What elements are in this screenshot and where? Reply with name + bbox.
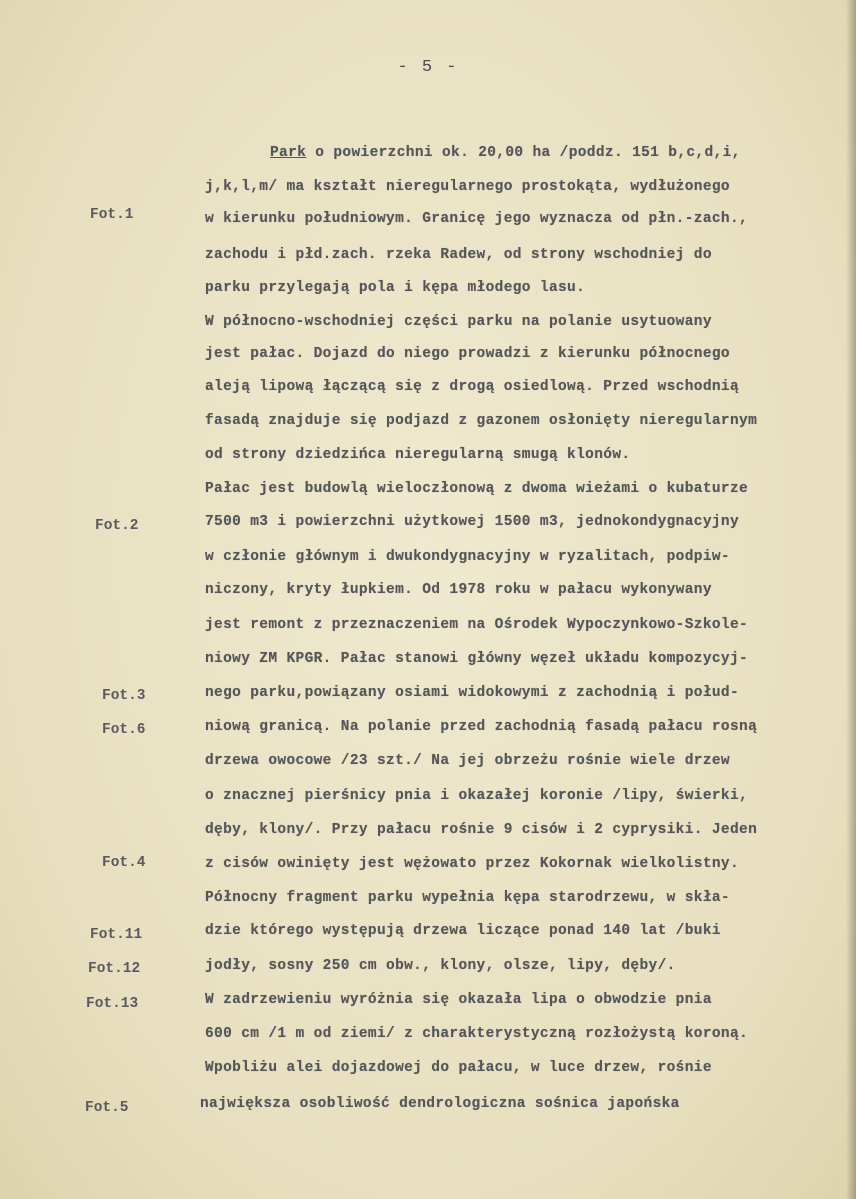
- line-text: dęby, klony/. Przy pałacu rośnie 9 cisów i 2 cyprysiki. Jeden: [205, 822, 758, 838]
- line-text: j,k,l,m/ ma kształt nieregularnego prostokąta, wydłużonego: [205, 179, 730, 195]
- text-line: [205, 786, 845, 806]
- text-line: [205, 177, 845, 197]
- photo-reference-label: Fot.1: [90, 207, 134, 223]
- line-text: największa osobliwość dendrologiczna sośnica japońska: [200, 1096, 680, 1112]
- text-line: [205, 512, 845, 532]
- text-line: [205, 1024, 845, 1044]
- text-line: [205, 580, 845, 600]
- line-text: Północny fragment parku wypełnia kępa starodrzewu, w skła-: [205, 890, 730, 906]
- line-text: w kierunku południowym. Granicę jego wyznacza od płn.-zach.,: [205, 211, 749, 227]
- line-text: drzewa owocowe /23 szt./ Na jej obrzeżu rośnie wiele drzew: [205, 753, 730, 769]
- text-line: [205, 547, 845, 567]
- line-text: z cisów owinięty jest wężowato przez Kokornak wielkolistny.: [205, 856, 740, 872]
- text-line: [205, 245, 845, 265]
- line-text: 7500 m3 i powierzchni użytkowej 1500 m3, jednokondygnacyjny: [205, 514, 740, 530]
- photo-reference-label: Fot.3: [102, 688, 146, 704]
- line-text: zachodu i płd.zach. rzeka Radew, od strony wschodniej do: [205, 247, 712, 263]
- page-number: - 5 -: [397, 58, 459, 77]
- text-line: [205, 888, 845, 908]
- line-text: Pałac jest budowlą wieloczłonową z dwoma wieżami o kubaturze: [205, 481, 749, 497]
- line-text: jodły, sosny 250 cm obw., klony, olsze, lipy, dęby/.: [205, 958, 676, 974]
- text-line: [205, 312, 845, 332]
- line-text: fasadą znajduje się podjazd z gazonem osłonięty nieregularnym: [205, 413, 758, 429]
- text-line: [205, 1058, 845, 1078]
- page-edge-shadow: [846, 0, 856, 1199]
- photo-reference-label: Fot.4: [102, 855, 146, 871]
- line-text: niową granicą. Na polanie przed zachodnią fasadą pałacu rosną: [205, 719, 758, 735]
- line-text: niowy ZM KPGR. Pałac stanowi główny węzeł układu kompozycyj-: [205, 651, 749, 667]
- text-line: [270, 143, 856, 163]
- line-text: aleją lipową łączącą się z drogą osiedlową. Przed wschodnią: [205, 379, 740, 395]
- text-line: [205, 717, 845, 737]
- photo-reference-label: Fot.2: [95, 518, 139, 534]
- text-line: [205, 854, 845, 874]
- photo-reference-label: Fot.5: [85, 1100, 129, 1116]
- line-text: jest remont z przeznaczeniem na Ośrodek Wypoczynkowo-Szkole-: [205, 617, 749, 633]
- text-line: [205, 820, 845, 840]
- line-text: o powierzchni ok. 20,00 ha /poddz. 151 b,c,d,i,: [306, 145, 741, 161]
- text-line: [205, 344, 845, 364]
- text-line: [205, 956, 845, 976]
- line-text: niczony, kryty łupkiem. Od 1978 roku w pałacu wykonywany: [205, 582, 712, 598]
- photo-reference-label: Fot.12: [88, 961, 141, 977]
- text-line: [205, 479, 845, 499]
- text-line: [205, 921, 845, 941]
- line-text: od strony dziedzińca nieregularną smugą klonów.: [205, 447, 631, 463]
- line-text: W północno-wschodniej części parku na polanie usytuowany: [205, 314, 712, 330]
- text-line: [205, 445, 845, 465]
- photo-reference-label: Fot.6: [102, 722, 146, 738]
- line-text: dzie którego występują drzewa liczące ponad 140 lat /buki: [205, 923, 721, 939]
- line-text: 600 cm /1 m od ziemi/ z charakterystyczną rozłożystą koroną.: [205, 1026, 749, 1042]
- text-line: [205, 615, 845, 635]
- line-text: Wpobliżu alei dojazdowej do pałacu, w luce drzew, rośnie: [205, 1060, 712, 1076]
- text-line: [205, 751, 845, 771]
- line-text: o znacznej pierśnicy pnia i okazałej koronie /lipy, świerki,: [205, 788, 749, 804]
- line-text: parku przylegają pola i kępa młodego lasu.: [205, 280, 586, 296]
- section-heading-park: Park: [270, 145, 307, 161]
- line-text: nego parku,powiązany osiami widokowymi z zachodnią i połud-: [205, 685, 740, 701]
- line-text: w członie głównym i dwukondygnacyjny w ryzalitach, podpiw-: [205, 549, 730, 565]
- photo-reference-label: Fot.13: [86, 996, 139, 1012]
- photo-reference-label: Fot.11: [90, 927, 143, 943]
- text-line: [200, 1094, 840, 1114]
- text-line: [205, 209, 845, 229]
- text-line: [205, 990, 845, 1010]
- text-line: [205, 649, 845, 669]
- line-text: W zadrzewieniu wyróżnia się okazała lipa o obwodzie pnia: [205, 992, 712, 1008]
- text-line: [205, 683, 845, 703]
- text-line: [205, 278, 845, 298]
- text-line: [205, 377, 845, 397]
- line-text: jest pałac. Dojazd do niego prowadzi z kierunku północnego: [205, 346, 730, 362]
- text-line: [205, 411, 845, 431]
